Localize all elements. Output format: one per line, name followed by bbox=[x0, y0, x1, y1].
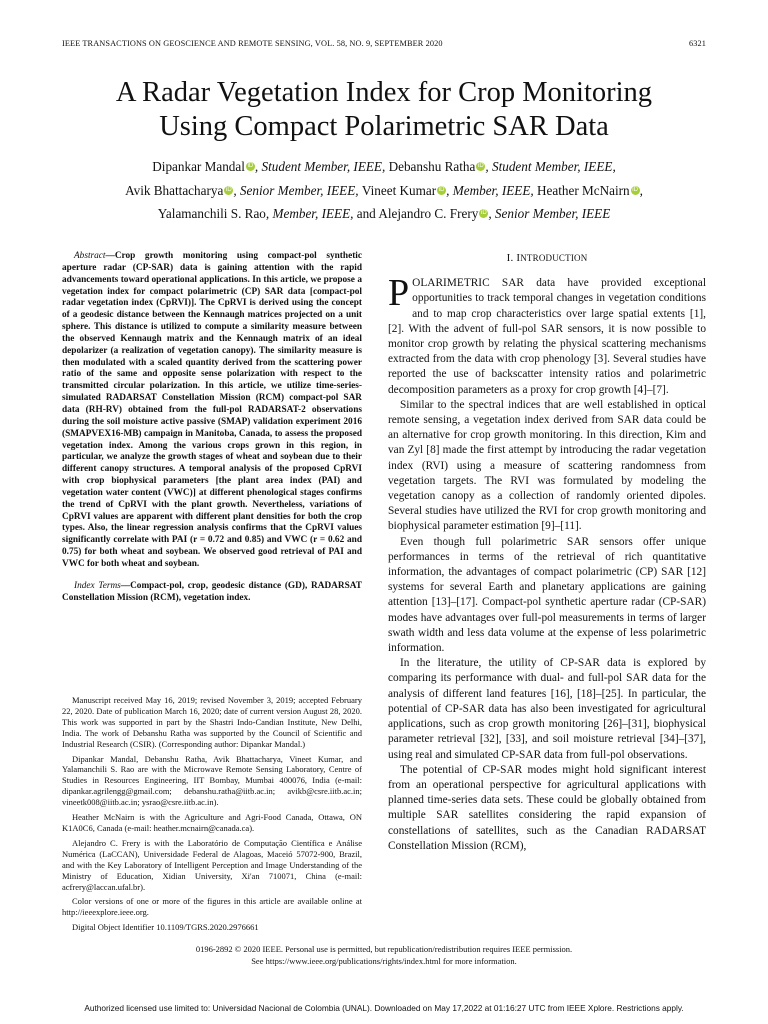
page-number: 6321 bbox=[689, 39, 706, 48]
copyright-line-1: 0196-2892 © 2020 IEEE. Personal use is permitted, but republication/redistribution requires IEEE permission. bbox=[195, 944, 573, 954]
author-conjunction: and bbox=[353, 206, 379, 221]
copyright-notice bbox=[60, 944, 708, 967]
footnote-manuscript: Manuscript received May 16, 2019; revised November 3, 2019; accepted February 22, 2020. Date of publication March 16, 2020; date of current version August 28, 2020. This work was supported in part by the Shastri Indo-Candian Institute, New Delhi, India. The work of Debanshu Ratha was supported by the Council of Scientific and Industrial Research (CSIR). (Corresponding author: Dipankar Mandal.) bbox=[62, 695, 362, 749]
footnotes bbox=[62, 695, 362, 937]
paragraph-text: SAR data have provided exceptional opportunities to track temporal changes in vegetation conditions and to map crop characteristics over large spatial extents [1], [2]. With the advent of full-pol SAR sensors, it is now possible to monitor crop growth by relating the physical scattering mechanisms extracted from the data with crop phenology [3]. Several studies have reported the use of backscatter intensity ratios and polarimetric decomposition parameters as a proxy for crop growth [4]–[7]. bbox=[388, 277, 706, 396]
author-role: , Member, IEEE, bbox=[446, 182, 537, 198]
author-role: , Student Member, IEEE, bbox=[254, 159, 389, 174]
author-role: , Member, IEEE, bbox=[265, 206, 354, 221]
intro-paragraph-4: In the literature, the utility of CP-SAR data is explored by comparing its performance with dual- and full-pol SAR data for the analysis of different land features [16], [18]–[25]. In particular, the potential of CP-SAR data has also been investigated for agricultural applications, such as crop growth monitoring [26]–[31], biophysical parameter retrieval [32], [33], and soil moisture retrieval [34]–[37], using real and simulated CP-SAR data from full-pol observations. bbox=[388, 657, 706, 761]
intro-paragraph-1 bbox=[388, 272, 706, 398]
author-role: , Student Member, IEEE, bbox=[485, 159, 616, 174]
orcid-icon[interactable]: iD bbox=[632, 186, 638, 193]
section-numeral: I. bbox=[506, 252, 517, 264]
abstract-label: Abstract bbox=[74, 251, 106, 261]
intro-paragraph-2: Similar to the spectral indices that are well established in optical remote sensing, a vegetation index derived from SAR data could be an alternative for crop growth monitoring. In this direction, Kim and van Zyl [8] made the first attempt by introducing the radar vegetation index (RVI) using a measure of scattering randomness from vegetation targets. The RVI was formulated by modeling the vegetation canopy as a collection of randomly oriented dipoles. Several studies have utilized the RVI for crop growth monitoring and biophysical parameter estimation [9]–[11]. bbox=[388, 398, 706, 533]
index-terms-text: Compact-pol, crop, geodesic distance (GD), RADARSAT Constellation Mission (RCM), vegetation index. bbox=[62, 580, 362, 603]
author-line-2 bbox=[40, 179, 728, 203]
author-name: Vineet Kumar bbox=[361, 182, 437, 198]
orcid-icon[interactable]: iD bbox=[247, 163, 254, 169]
abstract bbox=[62, 251, 362, 571]
orcid-icon[interactable]: iD bbox=[480, 210, 487, 216]
footnote-doi[interactable]: Digital Object Identifier 10.1109/TGRS.2020.2976661 bbox=[72, 922, 259, 933]
author-name: Heather McNairn bbox=[536, 182, 630, 198]
running-header: IEEE TRANSACTIONS ON GEOSCIENCE AND REMOTE SENSING, VOL. 58, NO. 9, SEPTEMBER 2020 bbox=[62, 39, 443, 48]
section-heading bbox=[388, 251, 706, 266]
author-role: , Senior Member, IEEE bbox=[488, 206, 611, 221]
abstract-dash: — bbox=[105, 251, 115, 261]
footnote-color-note: Color versions of one or more of the figures in this article are available online at http://ieeexplore.ieee.org. bbox=[62, 896, 362, 918]
copyright-line-2[interactable]: See https://www.ieee.org/publications/rights/index.html for more information. bbox=[251, 955, 517, 966]
author-name: Debanshu Ratha bbox=[388, 159, 476, 174]
author-name: Avik Bhattacharya bbox=[125, 182, 224, 198]
paper-title bbox=[40, 76, 728, 144]
author-name: Dipankar Mandal bbox=[152, 159, 245, 174]
section-initial: I bbox=[516, 252, 521, 264]
abstract-text: Crop growth monitoring using compact-pol synthetic aperture radar (CP-SAR) data is gaining attention with the rapid advancements toward operational applications. In this article, we propose a vegetation index for compact polarimetric (CP) SAR data [compact-pol radar vegetation index (CpRVI)]. The CpRVI is derived using the concept of a geodesic distance between the Kennaugh matrices projected on a unit sphere. This distance is utilized to compute a similarity measure between the observed Kennaugh matrix and the Kennaugh matrix of an ideal depolarizer (a realization of vegetation canopy). The similarity measure is then modulated with a scaled quantity derived from the scattering power ratio of the same and opposite sense polarization with respect to the transmitted circular polarization. In this article, we utilize time-series-simulated RADARSAT Constellation Mission (RCM) compact-pol SAR data (RH-RV) obtained from the full-pol RADARSAT-2 observations during the soil moisture active passive (SMAP) validation experiment 2016 (SMAPVEX16-MB) campaign in Manitoba, Canada, to assess the proposed vegetation index. Among the various crops grown in this region, in particular, we analyze the growth stages of wheat and soybean due to their different canopy structures. A temporal analysis of the proposed CpRVI with crop biophysical parameters [the plant area index (PAI) and vegetation water content (VWC)] at different phenological stages confirms the trend of CpRVI with the plant growth. Nevertheless, variations of CpRVI values are apparent with different plant densities for both the crop types. Also, the linear regression analysis confirms that the CpRVI values significantly correlate with PAI (r = 0.72 and 0.85) and VWC (r = 0.62 and 0.75) for both wheat and soybean. We observed good retrieval of PAI and VWC for both wheat and soybean. bbox=[62, 251, 362, 569]
title-line-1: A Radar Vegetation Index for Crop Monitoring bbox=[115, 77, 653, 108]
license-notice: Authorized licensed use limited to: Universidad Nacional de Colombia (UNAL). Downloaded on May 17,2022 at 01:16:27 UTC from IEEE Xplore. Restrictions apply. bbox=[84, 1003, 684, 1013]
right-column bbox=[388, 251, 706, 854]
footnote-affiliation: Alejandro C. Frery is with the Laboratório de Computação Científica e Análise Numérica (LaCCAN), Universidade Federal de Alagoas, Maceió 57072-900, Brazil, and with the Key Laboratory of Intelligent Perception and Image Understanding of the Ministry of Education, Xidian University, Xi'an 710071, China (e-mail: acfrery@laccan.ufal.br). bbox=[62, 837, 362, 892]
index-terms-dash: — bbox=[120, 580, 131, 591]
footnote-affiliation: Dipankar Mandal, Debanshu Ratha, Avik Bhattacharya, Vineet Kumar, and Yalamanchili S. Rao are with the Microwave Remote Sensing Laboratory, Centre of Studies in Resources Engineering, IIT Bombay, Mumbai 400076, India (e-mail: dipankar.agrilengg@gmail.com; debanshu.ratha@iitb.ac.in; avikb@csre.iitb.ac.in; vineetk008@iitb.ac.in; ysrao@csre.iitb.ac.in). bbox=[62, 753, 362, 808]
index-terms bbox=[62, 581, 362, 605]
drop-cap: P bbox=[388, 272, 410, 315]
author-role: , bbox=[639, 182, 643, 198]
left-column bbox=[62, 251, 362, 604]
section-title-smallcaps: NTRODUCTION bbox=[520, 253, 588, 263]
author-name: Alejandro C. Frery bbox=[378, 206, 479, 221]
author-name: Yalamanchili S. Rao bbox=[157, 206, 266, 221]
author-role: , Senior Member, IEEE, bbox=[233, 182, 362, 198]
orcid-icon[interactable]: iD bbox=[478, 163, 484, 169]
author-list bbox=[40, 155, 728, 226]
intro-paragraph-3: Even though full polarimetric SAR sensors offer unique performances in terms of the retrieval of rich quantitative information, the advantages of compact polarimetric (CP) SAR [12] systems for several Earth and planetary applications are gaining attention [13]–[17]. Compact-pol synthetic aperture radar (CP-SAR) modes have advantages over full-pol measurements in terms of larger swath width and less data volume at the expense of less polarimetric information. bbox=[388, 535, 706, 655]
author-line-1 bbox=[40, 155, 728, 179]
orcid-icon[interactable]: iD bbox=[225, 186, 232, 193]
drop-cap-rest: OLARIMETRIC bbox=[412, 277, 490, 290]
author-line-3 bbox=[40, 202, 728, 226]
orcid-icon[interactable]: iD bbox=[438, 186, 445, 193]
footnote-affiliation: Heather McNairn is with the Agriculture and Agri-Food Canada, Ottawa, ON K1A0C6, Canada (e-mail: heather.mcnairn@canada.ca). bbox=[62, 812, 362, 833]
title-line-2: Using Compact Polarimetric SAR Data bbox=[159, 111, 609, 142]
intro-paragraph-5: The potential of CP-SAR modes might hold significant interest from an operational perspective for agricultural applications with planned time-series data sets. These could be globally obtained from multiple SAR satellites considering the rapid expansion of constellations of satellites, such as the Canadian RADARSAT Constellation Mission (RCM), bbox=[388, 763, 706, 852]
index-terms-label: Index Terms bbox=[74, 580, 121, 591]
